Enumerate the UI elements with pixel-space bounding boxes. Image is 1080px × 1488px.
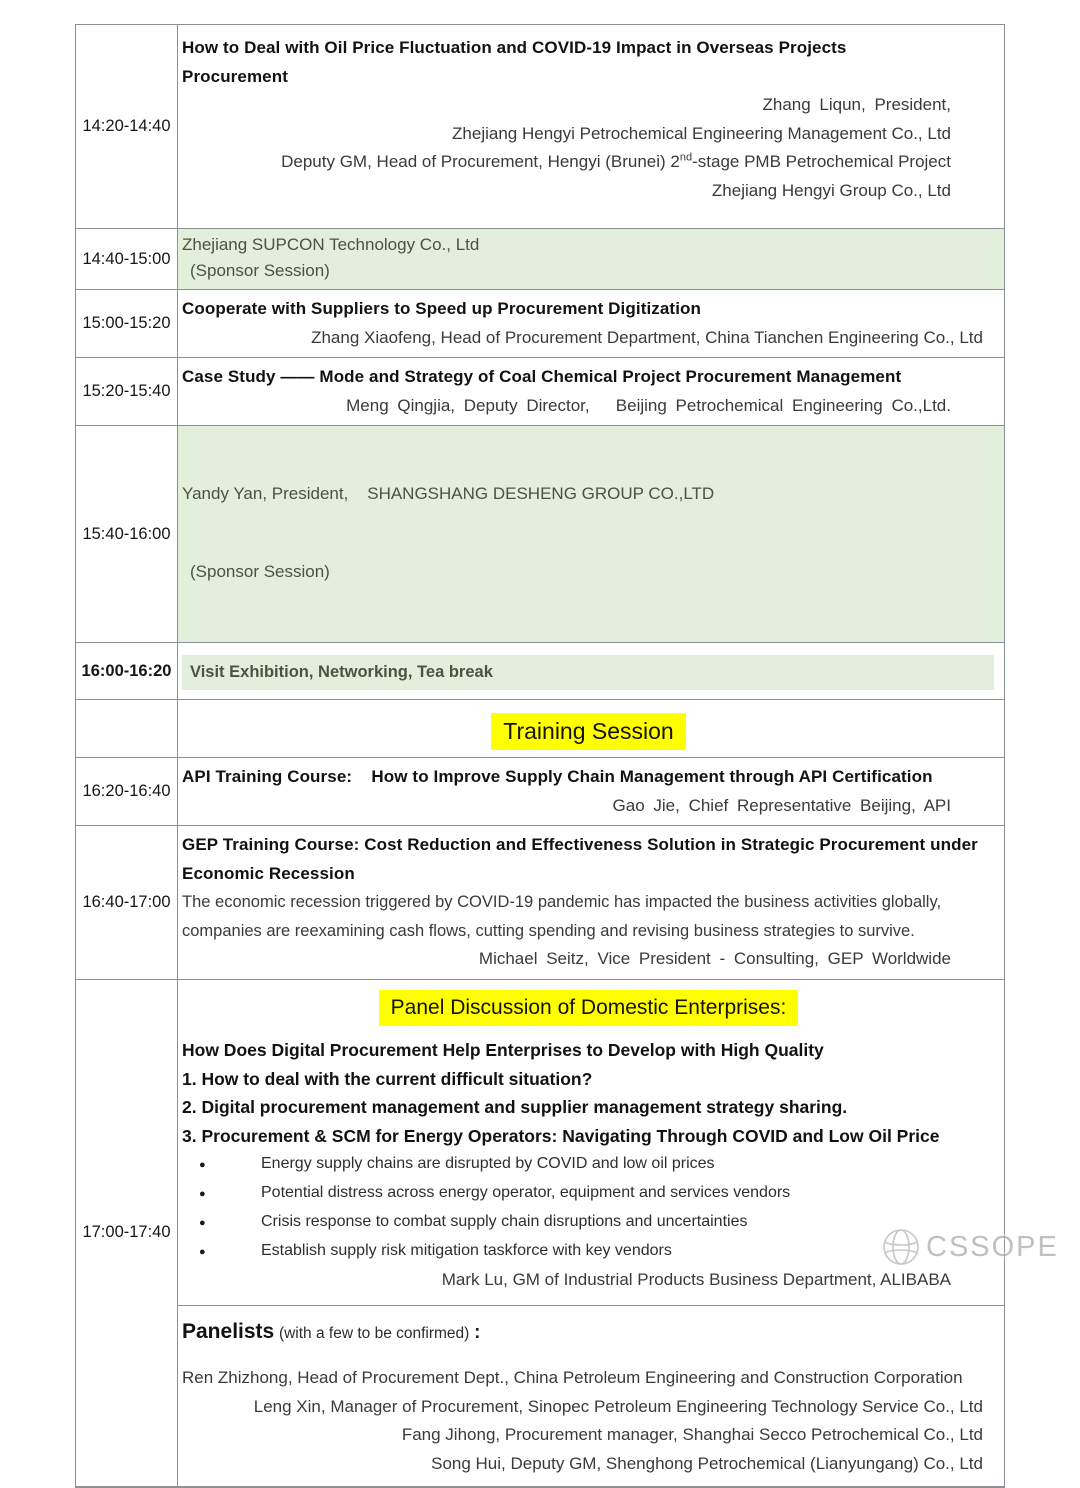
sponsor-cell [178,229,1004,289]
sponsor-name: Zhejiang SUPCON Technology Co., Ltd [182,235,480,254]
time-cell: 16:20-16:40 [76,758,178,825]
speaker-line: Deputy GM, Head of Procurement, Hengyi (Brunei) 2nd-stage PMB Petrochemical Project [281,151,951,171]
sponsor-session-label: (Sponsor Session) [190,562,330,581]
panelist-line: Ren Zhizhong, Head of Procurement Dept., China Petroleum Engineering and Construction Corporation [182,1368,963,1387]
session-title-line: How to Deal with Oil Price Fluctuation and COVID-19 Impact in Overseas Projects [182,38,847,57]
training-session-banner: Training Session [491,713,685,750]
session-cell [178,25,1004,228]
panel-discussion-section [178,980,1004,1306]
speaker-line: Michael Seitz, Vice President - Consulting, GEP Worldwide [478,949,951,968]
panel-question: 3. Procurement & SCM for Energy Operators: Navigating Through COVID and Low Oil Price [182,1125,940,1146]
bullet-text: Crisis response to combat supply chain disruptions and uncertainties [261,1213,748,1230]
agenda-row-training-banner [76,700,1004,758]
agenda-row-1440-sponsor [76,229,1004,290]
panelists-heading [182,1318,995,1349]
panelists-colon: : [474,1321,481,1343]
time-cell: 15:40-16:00 [76,426,178,642]
bullet-item [182,1179,995,1208]
panelist-line: Song Hui, Deputy GM, Shenghong Petrochemical (Lianyungang) Co., Ltd [431,1453,983,1473]
time-cell: 16:40-17:00 [76,826,178,979]
session-cell [178,826,1004,979]
panelists-note: (with a few to be confirmed) [278,1324,470,1342]
agenda-row-1420 [76,25,1004,229]
session-cell [178,758,1004,825]
break-cell [178,643,1004,699]
bullet-text: Potential distress across energy operator, equipment and services vendors [261,1184,791,1201]
bullet-text: Energy supply chains are disrupted by COVID and low oil prices [261,1155,715,1172]
panel-topic: How Does Digital Procurement Help Enterprises to Develop with High Quality [182,1040,824,1060]
time-cell: 16:00-16:20 [76,643,178,699]
watermark-text: CSSOPE [926,1230,1059,1263]
tea-break-band: Visit Exhibition, Networking, Tea break [182,655,994,690]
panel-discussion-banner: Panel Discussion of Domestic Enterprises: [379,990,799,1027]
speaker-line: Gao Jie, Chief Representative Beijing, API [612,795,951,815]
panel-question: 1. How to deal with the current difficult situation? [182,1068,593,1089]
speaker-line: Mark Lu, GM of Industrial Products Business Department, ALIBABA [441,1270,951,1289]
panel-cell [178,980,1004,1487]
speaker-line: Zhejiang Hengyi Group Co., Ltd [711,180,951,200]
sponsor-session-label: (Sponsor Session) [190,261,330,280]
banner-row [182,984,995,1037]
session-title-line: Economic Recession [182,863,355,883]
time-cell [76,700,178,757]
bullet-icon: ● [199,1159,206,1171]
agenda-row-1600-break [76,643,1004,700]
bullet-text: Establish supply risk mitigation taskforce with key vendors [261,1242,672,1259]
session-title-line: GEP Training Course: Cost Reduction and Effectiveness Solution in Strategic Procurement under [182,835,978,854]
bullet-item [182,1208,995,1237]
banner-cell [178,700,1004,757]
time-cell: 14:40-15:00 [76,229,178,289]
sponsor-cell [178,426,1004,642]
bullet-item [182,1237,995,1266]
sponsor-name: Yandy Yan, President, SHANGSHANG DESHENG GROUP CO.,LTD [182,484,715,503]
panelist-line: Leng Xin, Manager of Procurement, Sinopec Petroleum Engineering Technology Service Co., Ltd [253,1396,983,1416]
agenda-table [75,24,1005,1488]
time-cell: 15:20-15:40 [76,358,178,425]
bullet-item [182,1150,995,1179]
panelist-line: Fang Jihong, Procurement manager, Shanghai Secco Petrochemical Co., Ltd [401,1425,983,1444]
session-description-line: The economic recession triggered by COVID-19 pandemic has impacted the business activities globally, [182,893,942,911]
session-title: API Training Course: How to Improve Supply Chain Management through API Certification [182,767,933,786]
agenda-row-1540-sponsor [76,426,1004,643]
bullet-icon: ● [199,1217,206,1229]
session-title: Case Study —— Mode and Strategy of Coal Chemical Project Procurement Management [182,367,902,386]
speaker-line: Zhang Liqun, President, [762,95,951,114]
panelists-section [178,1306,1004,1487]
agenda-row-1700-panel [76,980,1004,1487]
bullet-icon: ● [199,1246,206,1258]
time-cell: 14:20-14:40 [76,25,178,228]
speaker-line: Zhang Xiaofeng, Head of Procurement Department, China Tianchen Engineering Co., Ltd [311,327,983,347]
panelists-label: Panelists [182,1319,275,1343]
speaker-line: Meng Qingjia, Deputy Director, Beijing Petrochemical Engineering Co.,Ltd. [346,395,951,415]
session-cell [178,290,1004,357]
session-cell [178,358,1004,425]
agenda-row-1520 [76,358,1004,426]
time-cell: 15:00-15:20 [76,290,178,357]
bullet-icon: ● [199,1188,206,1200]
agenda-row-1620 [76,758,1004,826]
speaker-line: Zhejiang Hengyi Petrochemical Engineering Management Co., Ltd [452,123,951,143]
superscript-ordinal: nd [679,151,693,164]
session-description-line: companies are reexamining cash flows, cutting spending and revising business strategies to survive. [182,921,915,940]
panel-question: 2. Digital procurement management and supplier management strategy sharing. [182,1097,848,1117]
agenda-row-1640 [76,826,1004,980]
time-cell: 17:00-17:40 [76,980,178,1487]
session-title-line: Procurement [182,66,288,86]
session-title: Cooperate with Suppliers to Speed up Procurement Digitization [182,299,701,318]
agenda-row-1500 [76,290,1004,358]
